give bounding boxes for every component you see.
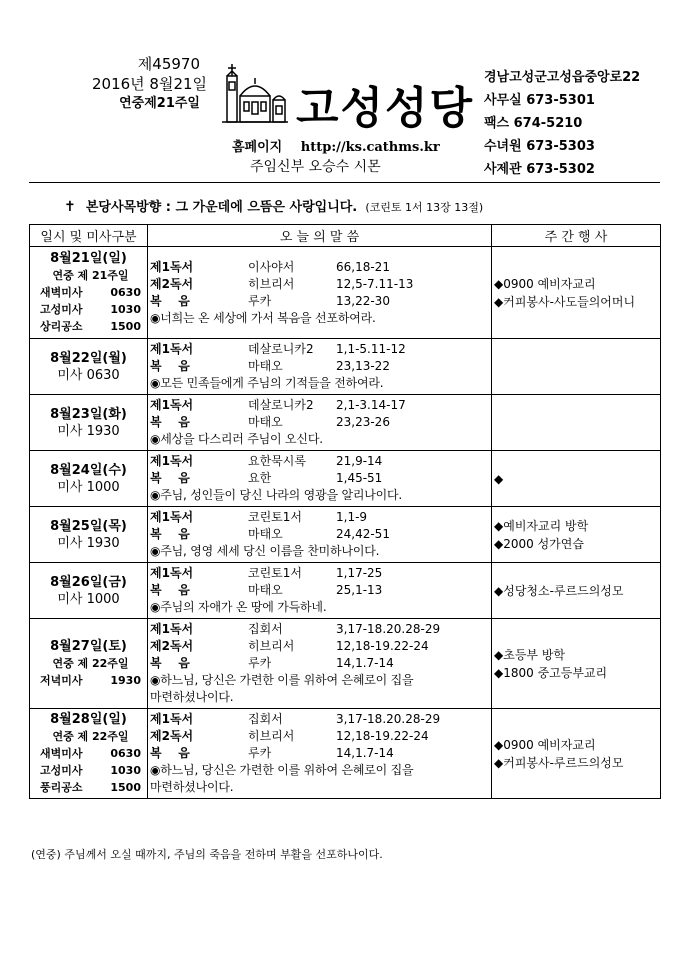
reading-book: 코린토1서 [248, 510, 303, 524]
mass-label: 고성미사 [40, 764, 83, 777]
reading-line [150, 655, 491, 672]
date-line: 8월24일(수) [50, 462, 127, 478]
reading-reference: 1,45-51 [336, 471, 383, 485]
event-item: ◆예비자교리 방학 [494, 518, 589, 533]
reading-label: 복 음 [150, 415, 190, 429]
reading-label: 제2독서 [150, 276, 194, 291]
fax-number: 팩스 674-5210 [484, 116, 583, 131]
reading-reference: 1,17-25 [336, 566, 383, 580]
reading-reference: 66,18-21 [336, 259, 390, 274]
reading-book: 집회서 [248, 622, 283, 636]
reading-label: 복 음 [150, 656, 190, 670]
reading-label: 복 음 [150, 527, 190, 541]
homepage-line [232, 136, 440, 155]
readings-cell [148, 619, 492, 709]
mass-label: 새벽미사 [40, 747, 83, 760]
mass-time-line [30, 267, 147, 284]
reading-book: 마태오 [248, 415, 283, 429]
pastor-name: 주임신부 오승수 시몬 [250, 159, 381, 175]
readings-cell [148, 709, 492, 799]
mass-time-line [30, 672, 147, 689]
header-divider [29, 182, 660, 183]
cross-icon: ✝ [64, 199, 76, 215]
events-cell [492, 451, 661, 507]
reading-line [150, 470, 491, 487]
date-cell [30, 619, 148, 709]
reading-reference: 13,22-30 [336, 293, 390, 308]
events-cell [492, 507, 661, 563]
reading-book: 마태오 [248, 583, 283, 597]
reading-reference: 14,1.7-14 [336, 746, 394, 760]
reading-label: 제1독서 [150, 259, 194, 274]
date-line: 8월28일(일) [50, 712, 127, 727]
reading-line [150, 526, 491, 543]
mass-time-line [30, 728, 147, 745]
date-cell [30, 709, 148, 799]
bulletin-date: 2016년 8월21일 [92, 75, 208, 93]
reading-reference: 12,5-7.11-13 [336, 276, 414, 291]
event-item: ◆0900 예비자교리 [494, 276, 596, 291]
mass-time-line [30, 762, 147, 779]
response-message: ◉너희는 온 세상에 가서 복음을 선포하여라. [150, 310, 376, 325]
reading-book: 마태오 [248, 359, 283, 373]
reading-reference: 14,1.7-14 [336, 656, 394, 670]
date-line: 8월26일(금) [50, 574, 127, 590]
reading-book: 코린토1서 [248, 566, 303, 580]
date-cell [30, 395, 148, 451]
office-phone: 사무실 673-5301 [484, 93, 595, 108]
readings-cell [148, 247, 492, 339]
reading-reference: 23,13-22 [336, 359, 390, 373]
mass-time: 0630 [110, 286, 141, 299]
reading-book: 히브리서 [248, 276, 295, 291]
event-item: ◆초등부 방학 [494, 647, 566, 662]
event-item: ◆커피봉사-루르드의성모 [494, 755, 624, 770]
reading-line [150, 276, 491, 293]
reading-book: 집회서 [248, 712, 283, 726]
reading-line [150, 414, 491, 431]
reading-label: 제1독서 [150, 510, 194, 524]
event-item: ◆ [494, 471, 504, 486]
events-cell [492, 395, 661, 451]
reading-reference: 21,9-14 [336, 454, 383, 468]
event-item: ◆0900 예비자교리 [494, 737, 596, 752]
date-line: 8월21일(일) [50, 251, 127, 266]
reading-book: 마태오 [248, 527, 283, 541]
mass-time: 1030 [110, 303, 141, 316]
event-item: ◆2000 성가연습 [494, 536, 584, 551]
mass-time-line [30, 655, 147, 672]
reading-line [150, 341, 491, 358]
mass-label: 고성미사 [40, 303, 83, 316]
bulletin-info [92, 54, 208, 114]
mass-time: 1500 [110, 781, 141, 794]
date-line: 미사 1930 [57, 535, 120, 551]
reading-reference: 3,17-18.20.28-29 [336, 622, 441, 636]
reading-line [150, 293, 491, 310]
weekly-schedule-table [29, 224, 661, 799]
header-readings: 오 늘 의 말 씀 [148, 225, 492, 247]
footer-acclamation: (연중) 주님께서 오실 때까지, 주님의 죽음을 전하며 부활을 선포하나이다. [31, 848, 383, 861]
homepage-label: 홈페이지 [232, 140, 283, 155]
date-line: 미사 0630 [57, 367, 120, 383]
events-cell [492, 247, 661, 339]
reading-label: 복 음 [150, 583, 190, 597]
event-item: ◆커피봉사-사도들의어머니 [494, 294, 636, 309]
church-address: 경남고성군고성읍중앙로22 [484, 70, 641, 85]
convent-phone: 수녀원 673-5303 [484, 139, 595, 154]
reading-reference: 25,1-13 [336, 583, 383, 597]
readings-cell [148, 563, 492, 619]
response-message: ◉주님, 영영 세세 당신 이름을 찬미하나이다. [150, 544, 380, 558]
motto-text: 본당사목방향 : 그 가운데에 으뜸은 사랑입니다. [85, 200, 358, 215]
mass-time-line [30, 745, 147, 762]
reading-book: 이사야서 [248, 259, 295, 274]
reading-book: 요한 [248, 471, 272, 485]
reading-line [150, 711, 491, 728]
reading-reference: 1,1-9 [336, 510, 368, 524]
reading-line [150, 745, 491, 762]
date-line: 미사 1000 [57, 591, 120, 607]
reading-book: 데살로니카2 [248, 398, 314, 412]
date-cell [30, 563, 148, 619]
events-cell [492, 563, 661, 619]
date-line: 8월25일(목) [50, 518, 127, 534]
reading-label: 제2독서 [150, 729, 194, 743]
date-cell [30, 247, 148, 339]
reading-line [150, 453, 491, 470]
response-message: ◉모든 민족들에게 주님의 기적들을 전하여라. [150, 376, 384, 390]
reading-reference: 23,23-26 [336, 415, 390, 429]
date-line: 8월27일(토) [50, 639, 127, 654]
issue-number: 제45970 [137, 55, 200, 73]
reading-reference: 2,1-3.14-17 [336, 398, 406, 412]
mass-time: 1930 [110, 674, 141, 687]
mass-time: 0630 [110, 747, 141, 760]
reading-line [150, 728, 491, 745]
reading-line [150, 397, 491, 414]
date-line: 미사 1930 [57, 423, 120, 439]
reading-label: 복 음 [150, 471, 190, 485]
reading-reference: 1,1-5.11-12 [336, 342, 406, 356]
readings-cell [148, 507, 492, 563]
reading-book: 히브리서 [248, 639, 295, 653]
date-cell [30, 339, 148, 395]
homepage-url[interactable]: http://ks.cathms.kr [300, 140, 440, 155]
reading-label: 제2독서 [150, 639, 194, 653]
events-cell [492, 619, 661, 709]
mass-label: 연중 제 22주일 [52, 657, 129, 670]
reading-book: 요한묵시록 [248, 454, 306, 468]
mass-label: 풍리공소 [40, 781, 83, 794]
header-date: 일시 및 미사구분 [30, 225, 148, 247]
date-line: 8월23일(화) [50, 406, 127, 422]
response-message: ◉세상을 다스리러 주님이 오신다. [150, 432, 323, 446]
motto-reference: (코린토 1서 13장 13절) [365, 201, 484, 214]
mass-time-line [30, 284, 147, 301]
reading-label: 제1독서 [150, 398, 194, 412]
reading-label: 제1독서 [150, 454, 194, 468]
table-row [30, 507, 661, 563]
table-row [30, 619, 661, 709]
liturgical-week: 연중제21주일 [119, 96, 200, 111]
table-row [30, 709, 661, 799]
church-logo [220, 62, 290, 126]
reading-label: 복 음 [150, 746, 190, 760]
reading-book: 루카 [248, 746, 272, 760]
mass-label: 저녁미사 [40, 674, 83, 687]
date-line: 미사 1000 [57, 479, 120, 495]
reading-book: 데살로니카2 [248, 342, 314, 356]
parish-motto [64, 196, 483, 215]
mass-label: 상리공소 [40, 320, 83, 333]
response-message: ◉주님, 성인들이 당신 나라의 영광을 알리나이다. [150, 488, 403, 502]
event-item: ◆성당청소-루르드의성모 [494, 583, 624, 598]
table-row [30, 395, 661, 451]
reading-line [150, 638, 491, 655]
mass-label: 연중 제 21주일 [52, 269, 129, 282]
mass-time: 1500 [110, 320, 141, 333]
events-cell [492, 339, 661, 395]
readings-cell [148, 451, 492, 507]
reading-line [150, 621, 491, 638]
mass-time-line [30, 779, 147, 796]
reading-reference: 24,42-51 [336, 527, 390, 541]
church-name-title: 고성성당 [296, 83, 475, 134]
reading-book: 루카 [248, 293, 272, 308]
response-message: ◉주님의 자애가 온 땅에 가득하네. [150, 600, 327, 614]
mass-time-line [30, 301, 147, 318]
reading-line [150, 582, 491, 599]
table-row [30, 339, 661, 395]
reading-book: 루카 [248, 656, 272, 670]
date-cell [30, 451, 148, 507]
date-cell [30, 507, 148, 563]
mass-time: 1030 [110, 764, 141, 777]
reading-label: 제1독서 [150, 712, 194, 726]
reading-label: 제1독서 [150, 622, 194, 636]
reading-book: 히브리서 [248, 729, 295, 743]
readings-cell [148, 395, 492, 451]
table-row [30, 563, 661, 619]
response-message: ◉하느님, 당신은 가련한 이를 위하여 은혜로이 집을 마련하셨나이다. [150, 763, 414, 794]
reading-line [150, 565, 491, 582]
reading-label: 복 음 [150, 293, 190, 308]
table-row [30, 451, 661, 507]
mass-time-line [30, 318, 147, 335]
table-header-row [30, 225, 661, 247]
reading-label: 복 음 [150, 359, 190, 373]
reading-line [150, 509, 491, 526]
reading-reference: 12,18-19.22-24 [336, 639, 429, 653]
reading-reference: 12,18-19.22-24 [336, 729, 429, 743]
events-cell [492, 709, 661, 799]
reading-line [150, 358, 491, 375]
reading-label: 제1독서 [150, 566, 194, 580]
mass-label: 새벽미사 [40, 286, 83, 299]
readings-cell [148, 339, 492, 395]
header-events: 주 간 행 사 [492, 225, 661, 247]
table-row [30, 247, 661, 339]
contact-info [484, 66, 640, 181]
reading-line [150, 259, 491, 276]
event-item: ◆1800 중고등부교리 [494, 665, 608, 680]
response-message: ◉하느님, 당신은 가련한 이를 위하여 은혜로이 집을 마련하셨나이다. [150, 673, 414, 704]
reading-reference: 3,17-18.20.28-29 [336, 712, 441, 726]
reading-label: 제1독서 [150, 342, 194, 356]
mass-label: 연중 제 22주일 [52, 730, 129, 743]
rectory-phone: 사제관 673-5302 [484, 162, 595, 177]
date-line: 8월22일(월) [50, 350, 127, 366]
